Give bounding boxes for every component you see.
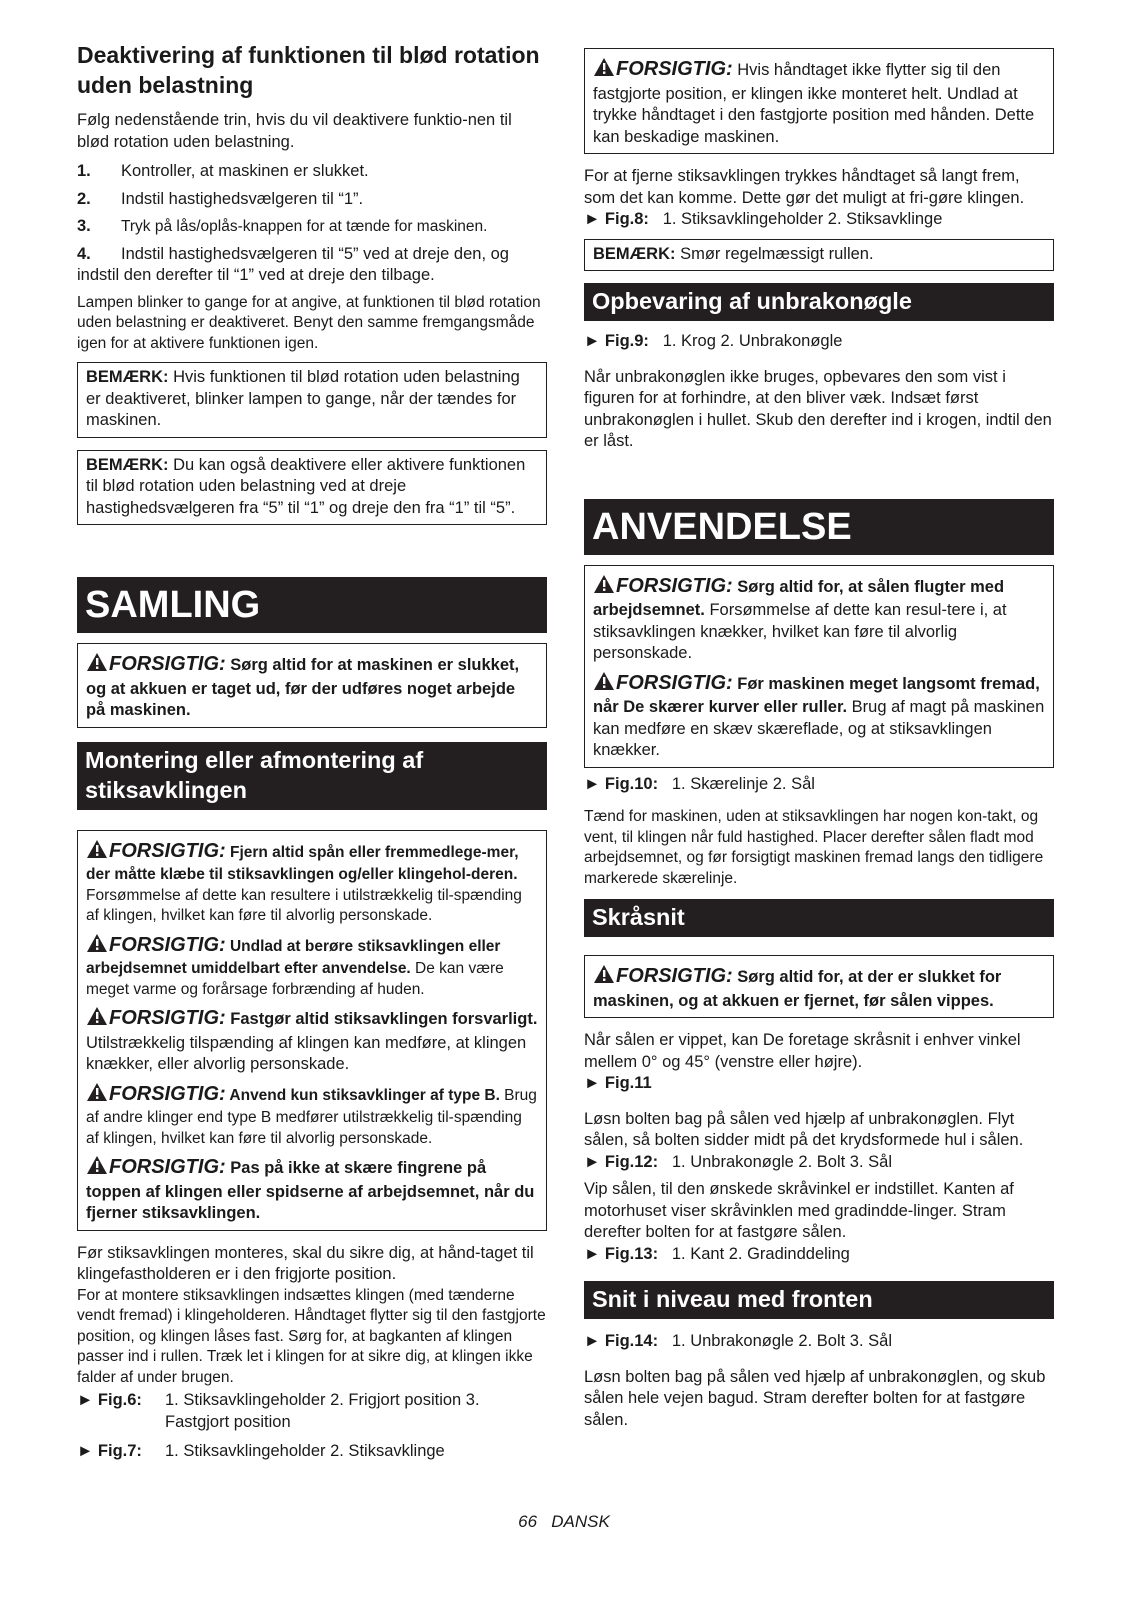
warning-icon bbox=[86, 1006, 108, 1033]
montering-title: Montering eller afmontering af stiksavklingen bbox=[77, 742, 547, 810]
skraasnit-paragraph: Når sålen er vippet, kan De foretage skråsnit i enhver vinkel mellem 0° og 45° (venstre eller højre). bbox=[584, 1031, 1021, 1071]
intro-text: Følg nedenstående trin, hvis du vil deaktivere funktio-nen til blød rotation uden belastning. bbox=[77, 111, 512, 151]
lamp-text: Lampen blinker to gange for at angive, at funktionen til blød rotation uden belastning er deaktiveret. Benyt den samme fremgangsmåde igen for at aktivere funktionen igen. bbox=[77, 293, 541, 352]
mount-paragraph: For at montere stiksavklingen indsættes klingen (med tænderne vendt fremad) i klingeholderen. Håndtaget flytter sig til den fastgjorte position, og klingen låses fast. Sørg for, at bagkanten af klingen passer ind i rullen. Træk let i klingen for at sikre dig, at klingen ikke falder af under brugen. bbox=[77, 1286, 546, 1386]
caution-box: FORSIGTIG: Sørg altid for, at sålen flugter med arbejdsemnet. Forsømmelse af dette kan resul-tere i, at stiksavklingen knækker, hvilket kan føre til alvorlig personskade. FORSIGTIG: Før maskinen meget langsomt fremad, når De skærer kurver eller ruller. Brug af magt på maskinen kan medføre en skæv skæreflade, og at stiksavklingen knækker. bbox=[584, 565, 1054, 768]
mount-paragraph: Før stiksavklingen monteres, skal du sikre dig, at hånd-taget til klingefastholderen er i den frigjorte position. bbox=[77, 1243, 534, 1283]
warning-icon bbox=[86, 933, 108, 960]
note-box: BEMÆRK: Hvis funktionen til blød rotation uden belastning er deaktiveret, blinker lampen to gange, når der tændes for maskinen. bbox=[77, 362, 547, 438]
caution-box: FORSIGTIG: Hvis håndtaget ikke flytter sig til den fastgjorte position, er klingen ikke monteret helt. Undlad at trykke håndtaget i den fastgjorte position med hånden. Dette kan beskadige maskinen. bbox=[584, 48, 1054, 154]
skraasnit-paragraph: Vip sålen, til den ønskede skråvinkel er indstillet. Kanten af motorhuset viser skråvinklen med gradindde-linger. Stram derefter bolten for at fastgøre sålen. bbox=[584, 1180, 1014, 1241]
fig-reference: ► Fig.14: 1. Unbrakonøgle 2. Bolt 3. Sål bbox=[584, 1332, 892, 1350]
snit-paragraph: Løsn bolten bag på sålen ved hjælp af unbrakonøglen, og skub sålen hele vejen bagud. Stram derefter bolten for at fastgøre sålen. bbox=[584, 1367, 1046, 1429]
warning-icon bbox=[593, 574, 615, 601]
step-item: 4. Indstil hastighedsvælgeren til “5” ved at dreje den, og indstil den derefter til “1” ved at dreje den tilbage. bbox=[77, 244, 509, 284]
note-box: BEMÆRK: Du kan også deaktivere eller aktivere funktionen til blød rotation uden belastning ved at dreje hastighedsvælgeren fra “5” til “1” og dreje den fra “1” til “5”. bbox=[77, 450, 547, 526]
anvendelse-title: ANVENDELSE bbox=[584, 499, 1054, 555]
opbevaring-paragraph: Når unbrakonøglen ikke bruges, opbevares den som vist i figuren for at forhindre, at den bliver væk. Indsæt først unbrakonøglen i hullet. Skub den derefter ind i krogen, indtil den er låst. bbox=[584, 367, 1052, 450]
warning-icon bbox=[86, 839, 108, 866]
fig-reference: ► Fig.12: 1. Unbrakonøgle 2. Bolt 3. Sål bbox=[584, 1152, 892, 1171]
fig-reference: ► Fig.7: 1. Stiksavklingeholder 2. Stiksavklinge bbox=[77, 1442, 445, 1460]
section-heading-deaktivering: Deaktivering af funktionen til blød rotation uden belastning bbox=[77, 42, 540, 98]
fig-reference: ► Fig.13: 1. Kant 2. Gradinddeling bbox=[584, 1244, 850, 1263]
note-box: BEMÆRK: Smør regelmæssigt rullen. bbox=[584, 239, 1054, 272]
warning-icon bbox=[593, 671, 615, 698]
caution-box: FORSIGTIG: Sørg altid for, at der er slukket for maskinen, og at akkuen er fjernet, før sålen vippes. bbox=[584, 955, 1054, 1018]
caution-box: FORSIGTIG: Sørg altid for at maskinen er slukket, og at akkuen er taget ud, før der udføres noget arbejde på maskinen. bbox=[77, 643, 547, 728]
fig-reference: ► Fig.11 bbox=[584, 1074, 652, 1092]
step-item: 2. Indstil hastighedsvælgeren til “1”. bbox=[77, 189, 364, 208]
caution-box: FORSIGTIG: Fjern altid spån eller fremmedlege-mer, der måtte klæbe til stiksavklingen og/eller klingehol-deren. Forsømmelse af dette kan resultere i utilstrækkelig til-spænding af klingen, hvilket kan føre til alvorlig personskade. FORSIGTIG: Undlad at berøre stiksavklingen eller arbejdsemnet umiddelbart efter anvendelse. De kan være meget varme og forårsage forbrænding af huden. FORSIGTIG: Fastgør altid stiksavklingen forsvarligt. Utilstrækkelig tilspænding af klingen kan medføre, at klingen knækker, eller alvorlig personskade. FORSIGTIG: Anvend kun stiksavklinger af type B. Brug af andre klinger end type B medfører utilstrækkelig til-spænding af klingen, hvilket kan føre til alvorlig personskade. FORSIGTIG: Pas på ikke at skære fingrene på toppen af klingen eller spidserne af arbejdsemnet, når du fjerner stiksavklingen. bbox=[77, 830, 547, 1231]
samling-title: SAMLING bbox=[77, 577, 547, 633]
warning-icon bbox=[86, 1082, 108, 1109]
snit-title: Snit i niveau med fronten bbox=[584, 1281, 1054, 1319]
skraasnit-title: Skråsnit bbox=[584, 899, 1054, 937]
remove-paragraph: For at fjerne stiksavklingen trykkes håndtaget så langt frem, som det kan komme. Dette gør det muligt at fri-gøre klingen. bbox=[584, 167, 1025, 207]
warning-icon bbox=[593, 964, 615, 991]
left-column bbox=[77, 40, 547, 1463]
warning-icon bbox=[593, 57, 615, 84]
fig-reference: ► Fig.8: 1. Stiksavklingeholder 2. Stiksavklinge bbox=[584, 210, 943, 228]
warning-icon bbox=[86, 652, 108, 679]
fig-reference: ► Fig.6: 1. Stiksavklingeholder 2. Frigjort position 3. Fastgjort position bbox=[77, 1391, 480, 1431]
anvendelse-paragraph: Tænd for maskinen, uden at stiksavklingen har nogen kon-takt, og vent, til klingen når fuld hastighed. Placer derefter sålen fladt mod arbejdsemnet, og før forsigtigt maskinen fremad langs den tidligere markerede skærelinje. bbox=[584, 808, 1044, 887]
skraasnit-paragraph: Løsn bolten bag på sålen ved hjælp af unbrakonøglen. Flyt sålen, så bolten sidder midt på det krydsformede hul i sålen. bbox=[584, 1109, 1024, 1149]
warning-icon bbox=[86, 1155, 108, 1182]
right-column bbox=[584, 48, 1054, 1431]
fig-reference: ► Fig.10: 1. Skærelinje 2. Sål bbox=[584, 774, 815, 793]
steps-list bbox=[77, 161, 547, 287]
step-item: 3. Tryk på lås/oplås-knappen for at tænde for maskinen. bbox=[77, 217, 488, 235]
page-footer: 66 DANSK bbox=[518, 1512, 610, 1531]
fig-reference: ► Fig.9: 1. Krog 2. Unbrakonøgle bbox=[584, 332, 843, 350]
step-item: 1. Kontroller, at maskinen er slukket. bbox=[77, 162, 369, 180]
opbevaring-title: Opbevaring af unbrakonøgle bbox=[584, 283, 1054, 321]
